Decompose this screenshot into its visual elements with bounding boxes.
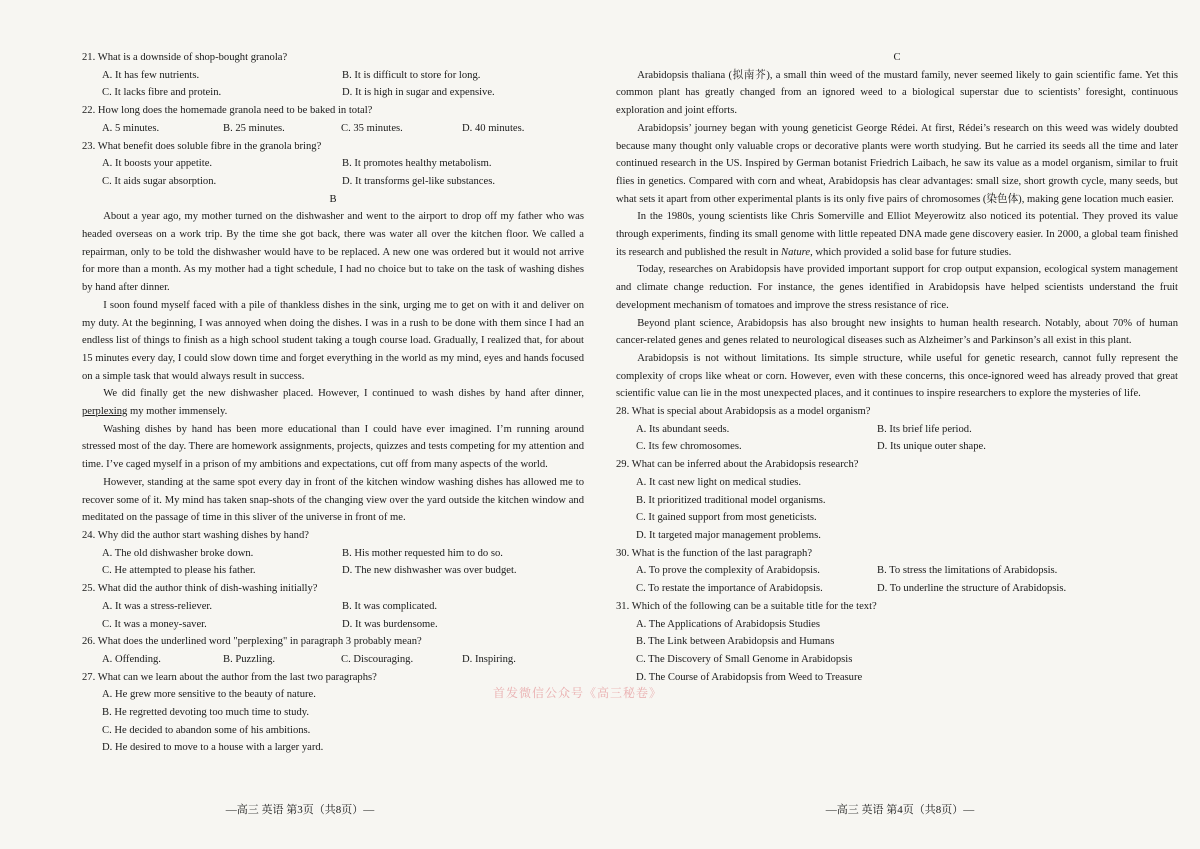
option: B. It is difficult to store for long. — [342, 69, 481, 81]
option: A. To prove the complexity of Arabidopsis. — [636, 565, 820, 577]
question-30: 30. What is the function of the last paragraph? — [616, 547, 813, 559]
option: A. It boosts your appetite. — [102, 158, 213, 170]
passage-c-paragraph-4: Today, researches on Arabidopsis have provided important support for crop output expansion, ecological system management and climate change reduction. For instance, the genes identified in Arabidopsis have helped scientists understand the fruit development mechanism of tomatoes and improve the stress resistance of rice. — [616, 264, 1178, 311]
option: D. It was burdensome. — [342, 618, 438, 630]
section-c-heading: C — [893, 52, 901, 63]
option: D. The Course of Arabidopsis from Weed to Treasure — [636, 671, 863, 683]
passage-c-paragraph-2: Arabidopsis’ journey began with young geneticist George Rédei. At first, Rédei’s research on this weed was widely doubted because many thought only valuable crops or decorative plants were worth studying. But he carried its seeds all the time and later continued research in the US. Inspired by German botanist Friedrich Laibach, he saw its value as a model organism, similar to fruit flies in genetics. Compared with corn and wheat, Arabidopsis has clear advantages: small size, short growth cycle, many seeds, but what sets it apart from other experimental plants is its only five pairs of chromosomes (染色体), making gene location much easier. — [616, 122, 1178, 205]
option: C. He attempted to please his father. — [102, 565, 256, 577]
option: B. Puzzling. — [223, 653, 276, 665]
option: C. 35 minutes. — [341, 122, 403, 134]
option: B. Its brief life period. — [877, 423, 972, 435]
option: A. Its abundant seeds. — [636, 423, 730, 435]
watermark: 首发微信公众号《高三秘卷》 — [493, 686, 663, 700]
option: B. The Link between Arabidopsis and Humans — [636, 636, 835, 648]
option: C. The Discovery of Small Genome in Arabidopsis — [636, 653, 853, 665]
option: A. It has few nutrients. — [102, 69, 200, 81]
option: D. He desired to move to a house with a larger yard. — [102, 742, 324, 754]
option: C. It gained support from most geneticists. — [636, 512, 817, 524]
passage-c-paragraph-1: Arabidopsis thaliana (拟南芥), a small thin weed of the mustard family, never seemed likely to gain scientific fame. Yet this common plant has greatly changed from an ignored weed to a biological superstar due to scientists’ foresight, continuous exploration and joint efforts. — [616, 69, 1178, 117]
section-b-heading: B — [329, 193, 337, 205]
text: my mother immensely. — [127, 406, 228, 418]
passage-c-paragraph-6: Arabidopsis is not without limitations. Its simple structure, while useful for genetic research, cannot fully represent the complexity of crops like wheat or corn. However, even with these concerns, this once-ignored weed has already proved that great scientific value can lie in the most unexpected places, and it continues to inspire researchers to explore the mysteries of life. — [616, 352, 1178, 400]
option: D. 40 minutes. — [462, 122, 525, 134]
question-26: 26. What does the underlined word "perplexing" in paragraph 3 probably mean? — [82, 636, 422, 648]
question-30-options — [616, 562, 1178, 597]
question-23-options — [82, 155, 584, 190]
question-29: 29. What can be inferred about the Arabidopsis research? — [616, 459, 859, 471]
passage-b-paragraph-5: However, standing at the same spot every day in front of the kitchen window washing dishes has allowed me to recover some of it. My mind has taken snap-shots of the changing view over the yard outside the kitchen window and meditated on the passage of time in this sliver of the universe in front of me. — [82, 476, 584, 524]
option: C. It aids sugar absorption. — [102, 175, 217, 187]
option: C. Discouraging. — [341, 653, 414, 665]
passage-b-paragraph-1: About a year ago, my mother turned on the dishwasher and went to the airport to drop off my father who was headed overseas on a work trip. By the time she got back, there was water all over the kitchen floor. We called a repairman, only to be told the dishwasher would have to be replaced. A new one was ordered but it would not arrive for more than a month. As my mother had a tight schedule, I had no choice but to take on the task of washing dishes by hand after dinner. — [82, 211, 584, 294]
option: C. It lacks fibre and protein. — [102, 87, 222, 99]
passage-c-paragraph-5: Beyond plant science, Arabidopsis has also brought new insights to human health research. Notably, about 70% of human cancer-related genes and genes related to neurological diseases such as Alzheimer’s and Parkinson’s all exist in this plant. — [616, 317, 1178, 347]
passage-b-paragraph-2: I soon found myself faced with a pile of thankless dishes in the sink, urging me to get on with it and deliver on my duty. At the beginning, I was annoyed when doing the dishes. I was in a rush to be done with them since I had an endless list of things to finish as a high school student taking a tough course load. Gradually, I realized that, for about 15 minutes every day, I could slow down time and forget everything in the world as my mind, eyes and hands focused on a simple task that would always result in success. — [82, 299, 584, 382]
option: A. It cast new light on medical studies. — [636, 476, 802, 488]
question-25-options — [82, 598, 584, 633]
question-28: 28. What is special about Arabidopsis as a model organism? — [616, 406, 871, 418]
journal-name: Nature — [781, 246, 811, 258]
option: A. It was a stress-reliever. — [102, 600, 213, 612]
question-28-options — [616, 421, 1178, 456]
option: D. The new dishwasher was over budget. — [342, 565, 517, 577]
option: C. Its few chromosomes. — [636, 441, 742, 453]
option: B. It was complicated. — [342, 600, 438, 612]
option: A. The Applications of Arabidopsis Studies — [636, 618, 821, 630]
option: D. Inspiring. — [462, 653, 516, 665]
passage-b-paragraph-4: Washing dishes by hand has been more educational than I could have ever imagined. I’m running around stressed most of the day. There are homework assignments, projects, quizzes and tests competing for my attention and time. I’ve caged myself in a prison of my ambitions and expectations, cut off from many aspects of the world. — [82, 423, 584, 471]
underlined-word: perplexing — [82, 406, 128, 418]
question-21: 21. What is a downside of shop-bought granola? — [82, 52, 288, 63]
question-24-options — [82, 545, 584, 580]
option: A. He grew more sensitive to the beauty of nature. — [102, 689, 316, 701]
question-24: 24. Why did the author start washing dishes by hand? — [82, 529, 309, 541]
question-25: 25. What did the author think of dish-washing initially? — [82, 583, 318, 595]
passage-c-paragraph-3 — [616, 208, 1178, 261]
option: B. 25 minutes. — [223, 122, 285, 134]
passage-b-paragraph-3 — [82, 385, 584, 420]
question-29-options — [616, 474, 1178, 545]
option: B. His mother requested him to do so. — [342, 547, 503, 559]
option: D. It transforms gel-like substances. — [342, 175, 495, 187]
text: , which provided a solid base for future studies. — [810, 246, 1012, 258]
option: B. To stress the limitations of Arabidopsis. — [877, 565, 1058, 577]
option: D. To underline the structure of Arabidopsis. — [877, 583, 1067, 595]
option: D. It targeted major management problems. — [636, 529, 821, 541]
right-page — [600, 0, 1200, 849]
question-26-options — [82, 651, 584, 669]
question-27: 27. What can we learn about the author from the last two paragraphs? — [82, 671, 377, 683]
option: A. 5 minutes. — [102, 122, 160, 134]
option: C. To restate the importance of Arabidopsis. — [636, 583, 823, 595]
question-23: 23. What benefit does soluble fibre in the granola bring? — [82, 140, 322, 152]
option: B. It prioritized traditional model organisms. — [636, 494, 826, 506]
option: D. It is high in sugar and expensive. — [342, 87, 495, 99]
page-footer-left: —高三 英语 第3页（共8页）— — [225, 804, 375, 816]
question-31-options — [616, 616, 1178, 687]
question-21-options — [82, 67, 584, 102]
option: A. The old dishwasher broke down. — [102, 547, 254, 559]
option: D. Its unique outer shape. — [877, 441, 986, 453]
option: C. He decided to abandon some of his ambitions. — [102, 724, 311, 736]
question-22: 22. How long does the homemade granola need to be baked in total? — [82, 105, 373, 117]
option: C. It was a money-saver. — [102, 618, 207, 630]
option: B. It promotes healthy metabolism. — [342, 158, 492, 170]
option: A. Offending. — [102, 653, 161, 665]
text: In the 1980s, young scientists like Chris Somerville and Elliot Meyerowitz also noticed its potential. They proved its value through experiments, finding its small genome with little repeated DNA made gene discovery easier. In 2000, a global team finished its research and published the result in — [616, 211, 1178, 258]
question-31: 31. Which of the following can be a suitable title for the text? — [616, 600, 877, 612]
question-22-options — [82, 120, 584, 138]
text: We did finally get the new dishwasher placed. However, I continued to wash dishes by hand after dinner, — [103, 388, 584, 400]
option: B. He regretted devoting too much time to study. — [102, 707, 310, 719]
page-footer-right: —高三 英语 第4页（共8页）— — [825, 804, 975, 816]
